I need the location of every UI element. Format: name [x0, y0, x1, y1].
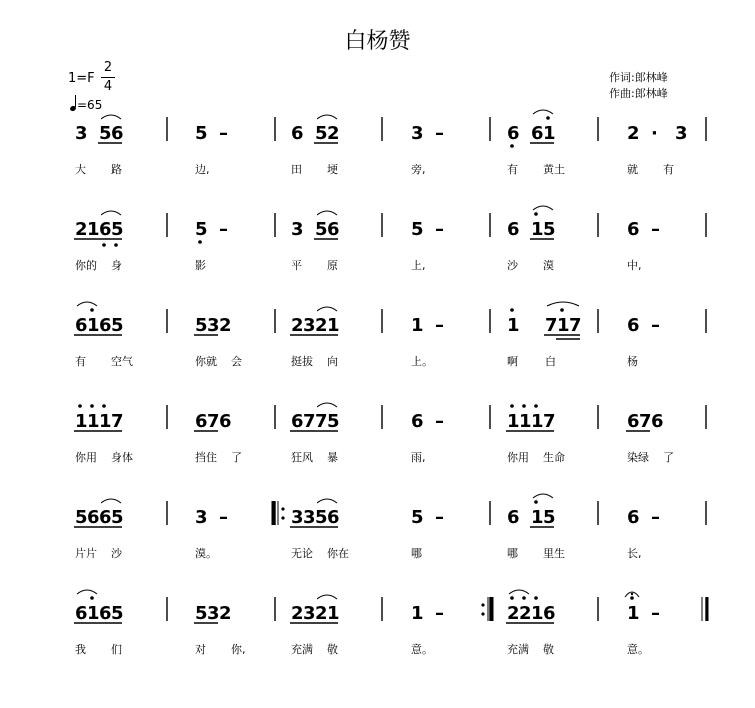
lyric: 大 — [75, 163, 86, 176]
note: – — [435, 411, 444, 432]
note: – — [435, 219, 444, 240]
note: 7 — [545, 315, 558, 336]
note: 6 — [111, 123, 124, 144]
lyric: 哪 — [507, 547, 518, 560]
note: 6 — [543, 603, 556, 624]
lyric: 哪 — [411, 547, 422, 560]
lyric: 充满 — [291, 643, 313, 656]
note: 7 — [207, 411, 220, 432]
fermata-dot — [631, 593, 633, 595]
high-octave-dot — [560, 308, 564, 312]
high-octave-dot — [90, 308, 94, 312]
lyric: 埂 — [327, 163, 338, 176]
note: 6 — [507, 219, 520, 240]
note: 3 — [207, 315, 220, 336]
lyric: 片片 — [75, 547, 97, 560]
lyric: 染绿 — [627, 451, 649, 464]
note: 5 — [75, 507, 88, 528]
high-octave-dot — [522, 404, 526, 408]
lyric: 暴 — [327, 451, 338, 464]
lyric: 了 — [663, 451, 674, 464]
lyric: 平 — [291, 259, 302, 272]
high-octave-dot — [510, 404, 514, 408]
lyric: 黄土 — [543, 163, 565, 176]
note: 5 — [411, 507, 424, 528]
note: 3 — [75, 123, 88, 144]
note: 6 — [627, 219, 640, 240]
note: – — [219, 123, 228, 144]
lyric: 对 — [195, 643, 206, 656]
note: 3 — [303, 315, 316, 336]
note: 6 — [531, 123, 544, 144]
lyric: 有 — [663, 163, 674, 176]
note: 6 — [507, 507, 520, 528]
note: 6 — [75, 603, 88, 624]
slur — [101, 211, 121, 215]
note: 5 — [411, 219, 424, 240]
lyric: 路 — [111, 163, 122, 176]
note: 3 — [675, 123, 688, 144]
note: – — [435, 507, 444, 528]
note: 5 — [543, 507, 556, 528]
note: 2 — [327, 123, 340, 144]
lyric: 向 — [327, 355, 338, 368]
lyric: 无论 — [291, 547, 313, 560]
note: 6 — [99, 315, 112, 336]
note: 1 — [99, 411, 112, 432]
lyric: 田 — [291, 163, 302, 176]
slur — [533, 494, 553, 498]
lyric: 沙 — [111, 547, 122, 560]
note: 2 — [627, 123, 640, 144]
high-octave-dot — [510, 596, 514, 600]
note: 1 — [531, 603, 544, 624]
slur — [317, 595, 337, 599]
note: 7 — [315, 411, 328, 432]
note: 3 — [195, 507, 208, 528]
note: 6 — [195, 411, 208, 432]
note: 2 — [219, 603, 232, 624]
time-signature-top: 2 — [103, 60, 113, 75]
high-octave-dot — [78, 404, 82, 408]
note: 1 — [75, 411, 88, 432]
high-octave-dot — [90, 596, 94, 600]
note: 7 — [639, 411, 652, 432]
note: 1 — [543, 123, 556, 144]
slur — [509, 590, 529, 594]
lyric: 充满 — [507, 643, 529, 656]
lyric: 敬 — [327, 643, 338, 656]
high-octave-dot — [90, 404, 94, 408]
low-octave-dot — [198, 240, 202, 244]
lyric: 漠 — [543, 259, 554, 272]
slur — [317, 403, 337, 407]
note: 3 — [207, 603, 220, 624]
note: – — [651, 603, 660, 624]
note: 6 — [627, 315, 640, 336]
slur — [317, 307, 337, 311]
lyric: 雨, — [411, 451, 426, 464]
lyric: 身体 — [111, 451, 133, 464]
lyric: 里生 — [543, 547, 565, 560]
lyric: 意。 — [411, 643, 433, 656]
note: · — [651, 123, 658, 144]
key-signature: 1=F — [68, 71, 95, 86]
note: 1 — [519, 411, 532, 432]
note: 1 — [411, 315, 424, 336]
lyric: 狂风 — [291, 451, 313, 464]
note: 7 — [111, 411, 124, 432]
lyric: 原 — [327, 259, 338, 272]
lyric: 上。 — [411, 355, 433, 368]
note: 5 — [195, 315, 208, 336]
note: 5 — [111, 315, 124, 336]
low-octave-dot — [102, 243, 106, 247]
slur — [547, 302, 579, 306]
note: 1 — [627, 603, 640, 624]
lyric: 空气 — [111, 355, 133, 368]
note: 3 — [291, 219, 304, 240]
lyric: 中, — [627, 259, 642, 272]
note: 5 — [111, 507, 124, 528]
lyric: 边, — [195, 163, 210, 176]
note: – — [435, 123, 444, 144]
low-octave-dot — [114, 243, 118, 247]
high-octave-dot — [546, 116, 550, 120]
note: – — [435, 315, 444, 336]
lyric: 有 — [507, 163, 518, 176]
slur — [533, 206, 553, 210]
note: 1 — [531, 219, 544, 240]
note: 5 — [543, 219, 556, 240]
note: 5 — [315, 123, 328, 144]
lyric: 意。 — [627, 643, 649, 656]
lyric: 长, — [627, 547, 642, 560]
note: – — [651, 315, 660, 336]
note: 2 — [75, 219, 88, 240]
note: – — [219, 507, 228, 528]
lyric: 你, — [231, 643, 246, 656]
slur — [77, 302, 97, 306]
note: 5 — [195, 603, 208, 624]
lyric: 杨 — [627, 355, 638, 368]
lyric: 生命 — [543, 451, 565, 464]
slur — [533, 110, 553, 114]
note: 5 — [111, 219, 124, 240]
note: 6 — [219, 411, 232, 432]
note: 1 — [531, 507, 544, 528]
note: 7 — [569, 315, 582, 336]
repeat-dot — [481, 612, 484, 615]
note: 3 — [303, 507, 316, 528]
song-title: 白杨赞 — [344, 29, 411, 54]
note: 2 — [507, 603, 520, 624]
note: 5 — [99, 123, 112, 144]
high-octave-dot — [522, 596, 526, 600]
note: 6 — [327, 507, 340, 528]
lyric: 白 — [545, 355, 556, 368]
note: 6 — [291, 411, 304, 432]
slur — [317, 499, 337, 503]
note: 3 — [291, 507, 304, 528]
repeat-dot — [281, 516, 284, 519]
note: 6 — [627, 507, 640, 528]
high-octave-dot — [510, 308, 514, 312]
lyric: 挡住 — [195, 451, 217, 464]
note: 6 — [75, 315, 88, 336]
note: 1 — [507, 411, 520, 432]
note: 5 — [195, 219, 208, 240]
note: 2 — [291, 315, 304, 336]
note: – — [651, 507, 660, 528]
lyric: 啊 — [507, 355, 518, 368]
lyric: 你就 — [195, 355, 217, 368]
note: 6 — [99, 603, 112, 624]
note: 2 — [219, 315, 232, 336]
lyric: 你用 — [507, 451, 529, 464]
high-octave-dot — [534, 212, 538, 216]
note: 6 — [627, 411, 640, 432]
lyric: 漠。 — [195, 547, 217, 560]
lyric: 会 — [231, 355, 242, 368]
note: 1 — [507, 315, 520, 336]
slur — [101, 115, 121, 119]
note: 2 — [315, 603, 328, 624]
note: 6 — [411, 411, 424, 432]
tempo-value: =65 — [77, 98, 103, 112]
high-octave-dot — [630, 596, 634, 600]
note: 1 — [87, 315, 100, 336]
slur — [317, 115, 337, 119]
slur — [101, 499, 121, 503]
note: – — [435, 603, 444, 624]
note: 3 — [303, 603, 316, 624]
note: 7 — [303, 411, 316, 432]
note: 1 — [327, 315, 340, 336]
note: 5 — [315, 219, 328, 240]
note: 2 — [291, 603, 304, 624]
note: 1 — [87, 603, 100, 624]
lyric: 上, — [411, 259, 426, 272]
note: – — [651, 219, 660, 240]
high-octave-dot — [534, 404, 538, 408]
note: 6 — [99, 219, 112, 240]
lyric: 旁, — [411, 163, 426, 176]
slur — [77, 590, 97, 594]
lyric: 就 — [627, 163, 638, 176]
note: 1 — [327, 603, 340, 624]
repeat-dot — [281, 507, 284, 510]
lyric: 们 — [111, 643, 122, 656]
lyric: 敬 — [543, 643, 554, 656]
high-octave-dot — [534, 500, 538, 504]
note: 1 — [411, 603, 424, 624]
lyric: 身 — [111, 259, 122, 272]
lyric: 我 — [75, 643, 86, 656]
note: 2 — [519, 603, 532, 624]
low-octave-dot — [510, 144, 514, 148]
note: 5 — [195, 123, 208, 144]
note: 7 — [543, 411, 556, 432]
lyric: 你在 — [327, 547, 349, 560]
high-octave-dot — [102, 404, 106, 408]
note: 3 — [411, 123, 424, 144]
lyric: 你的 — [75, 259, 97, 272]
repeat-dot — [481, 603, 484, 606]
note: 1 — [87, 219, 100, 240]
high-octave-dot — [534, 596, 538, 600]
note: 6 — [327, 219, 340, 240]
note: 6 — [291, 123, 304, 144]
note: 5 — [111, 603, 124, 624]
lyric: 有 — [75, 355, 86, 368]
note: 6 — [651, 411, 664, 432]
note: – — [219, 219, 228, 240]
note: 1 — [87, 411, 100, 432]
slur — [317, 211, 337, 215]
note: 5 — [315, 507, 328, 528]
note: 6 — [507, 123, 520, 144]
note: 5 — [327, 411, 340, 432]
composer-credit: 作曲:郎林峰 — [609, 87, 668, 100]
time-signature-bottom: 4 — [103, 79, 113, 94]
note: 6 — [99, 507, 112, 528]
lyric: 了 — [231, 451, 242, 464]
note: 2 — [315, 315, 328, 336]
lyric: 你用 — [75, 451, 97, 464]
note: 6 — [87, 507, 100, 528]
lyric: 影 — [195, 259, 206, 272]
lyric: 沙 — [507, 259, 518, 272]
lyricist-credit: 作词:郎林峰 — [609, 71, 668, 84]
lyric: 挺拔 — [291, 355, 313, 368]
note: 1 — [557, 315, 570, 336]
note: 1 — [531, 411, 544, 432]
